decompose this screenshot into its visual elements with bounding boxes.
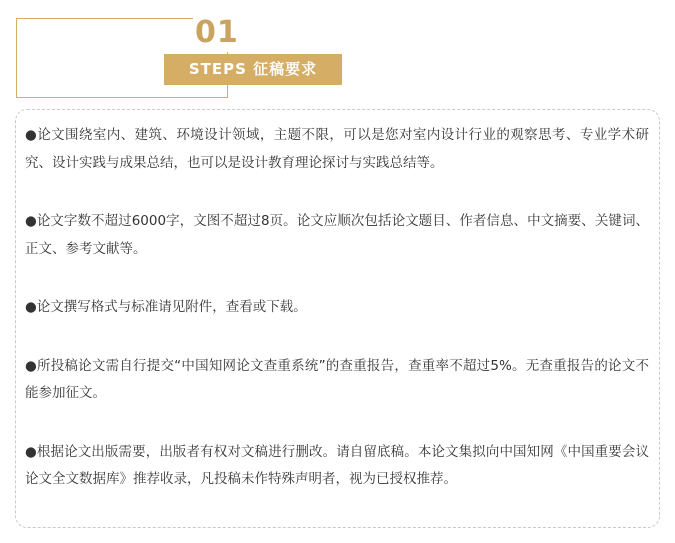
- requirement-item: ●所投稿论文需自行提交“中国知网论文查重系统”的查重报告，查重率不超过5%。无查重报告的论文不能参加征文。: [25, 357, 649, 401]
- section-number: 01: [195, 15, 239, 50]
- requirements-box: [15, 109, 660, 528]
- requirement-item: ●论文撰写格式与标准请见附件，查看或下载。: [25, 299, 307, 315]
- requirement-item: ●根据论文出版需要，出版者有权对文稿进行删改。请自留底稿。本论文集拟向中国知网《中国重要会议论文全文数据库》推荐收录，凡投稿未作特殊声明者，视为已授权推荐。: [25, 443, 649, 487]
- section-title-banner: STEPS 征稿要求: [164, 54, 342, 85]
- requirement-item: ●论文围绕室内、建筑、环境设计领域，主题不限，可以是您对室内设计行业的观察思考、专业学术研究、设计实践与成果总结，也可以是设计教育理论探讨与实践总结等。: [25, 127, 649, 171]
- requirement-item: ●论文字数不超过6000字，文图不超过8页。论文应顺次包括论文题目、作者信息、中文摘要、关键词、正文、参考文献等。: [25, 213, 649, 257]
